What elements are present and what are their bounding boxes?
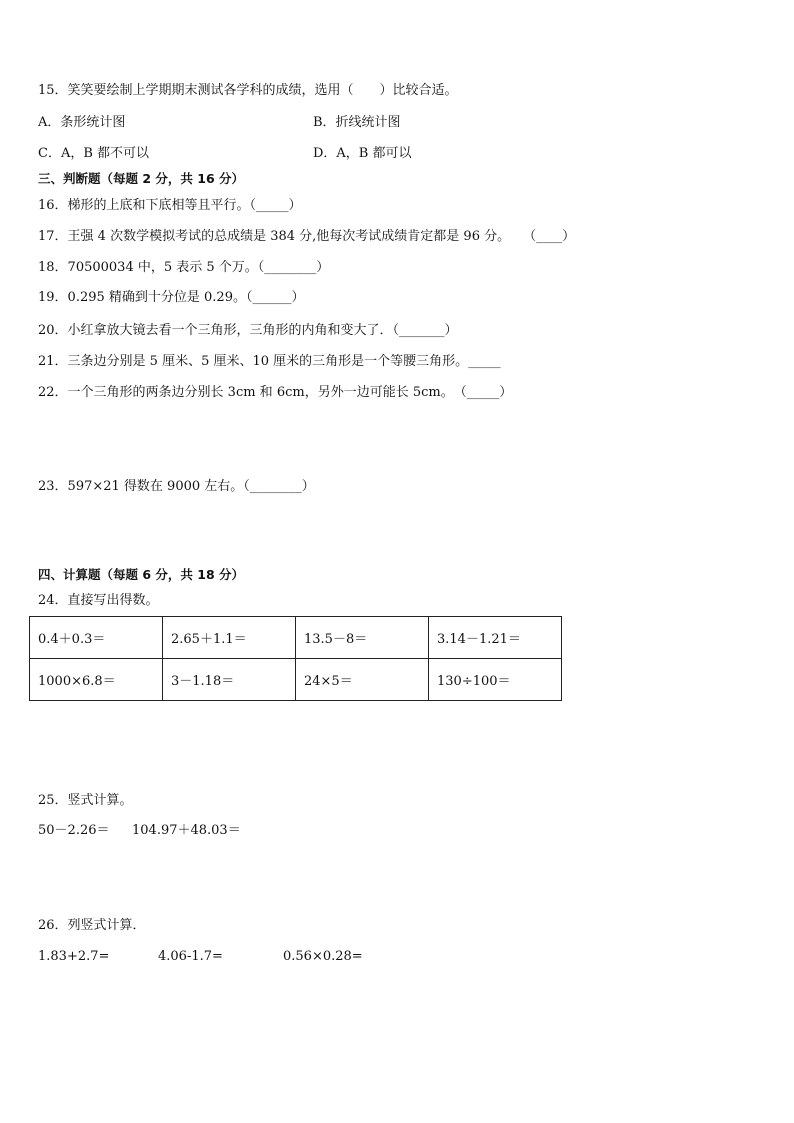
table-cell: 24×5＝ xyxy=(296,659,429,701)
question-26-expr-1: 1.83+2.7= xyxy=(38,949,110,964)
mental-math-table xyxy=(29,616,562,701)
table-cell: 0.4＋0.3＝ xyxy=(30,617,163,659)
table-cell: 3.14－1.21＝ xyxy=(429,617,562,659)
question-15-stem: 15．笑笑要绘制上学期期末测试各学科的成绩，选用（ ）比较合适。 xyxy=(38,83,458,98)
question-15-option-a: A．条形统计图 xyxy=(38,115,126,130)
question-22: 22．一个三角形的两条边分别长 3cm 和 6cm，另外一边可能长 5cm。 （_____） xyxy=(38,385,513,400)
question-25-stem: 25．竖式计算。 xyxy=(38,793,133,808)
question-26-stem: 26．列竖式计算． xyxy=(38,918,146,933)
question-25-expr-2: 104.97＋48.03＝ xyxy=(132,823,241,838)
question-23: 23．597×21 得数在 9000 左右。（________） xyxy=(38,479,315,494)
section-3-title: 三、判断题（每题 2 分，共 16 分） xyxy=(38,171,245,186)
question-15-option-b: B．折线统计图 xyxy=(313,115,401,130)
table-cell: 130÷100＝ xyxy=(429,659,562,701)
question-24-stem: 24．直接写出得数。 xyxy=(38,593,159,608)
question-17: 17．王强 4 次数学模拟考试的总成绩是 384 分,他每次考试成绩肯定都是 96 分。 （____） xyxy=(38,229,576,244)
section-4-title: 四、计算题（每题 6 分，共 18 分） xyxy=(38,567,245,582)
question-26-expr-3: 0.56×0.28= xyxy=(283,949,363,964)
question-26-expr-2: 4.06-1.7= xyxy=(158,949,223,964)
table-cell: 2.65＋1.1＝ xyxy=(163,617,296,659)
table-cell: 13.5－8＝ xyxy=(296,617,429,659)
question-16: 16．梯形的上底和下底相等且平行。（_____） xyxy=(38,198,302,213)
question-25-expr-1: 50－2.26＝ xyxy=(38,823,110,838)
question-15-option-c: C．A，B 都不可以 xyxy=(38,146,150,161)
table-row xyxy=(30,617,562,659)
question-19: 19．0.295 精确到十分位是 0.29。（______） xyxy=(38,290,305,305)
table-cell: 1000×6.8＝ xyxy=(30,659,163,701)
question-15-option-d: D．A，B 都可以 xyxy=(313,146,412,161)
table-row xyxy=(30,659,562,701)
table-cell: 3－1.18＝ xyxy=(163,659,296,701)
question-21: 21．三条边分别是 5 厘米、5 厘米、10 厘米的三角形是一个等腰三角形。_____ xyxy=(38,354,501,369)
question-20: 20．小红拿放大镜去看一个三角形，三角形的内角和变大了．（_______） xyxy=(38,323,458,338)
question-18: 18．70500034 中，5 表示 5 个万。（________） xyxy=(38,260,330,275)
